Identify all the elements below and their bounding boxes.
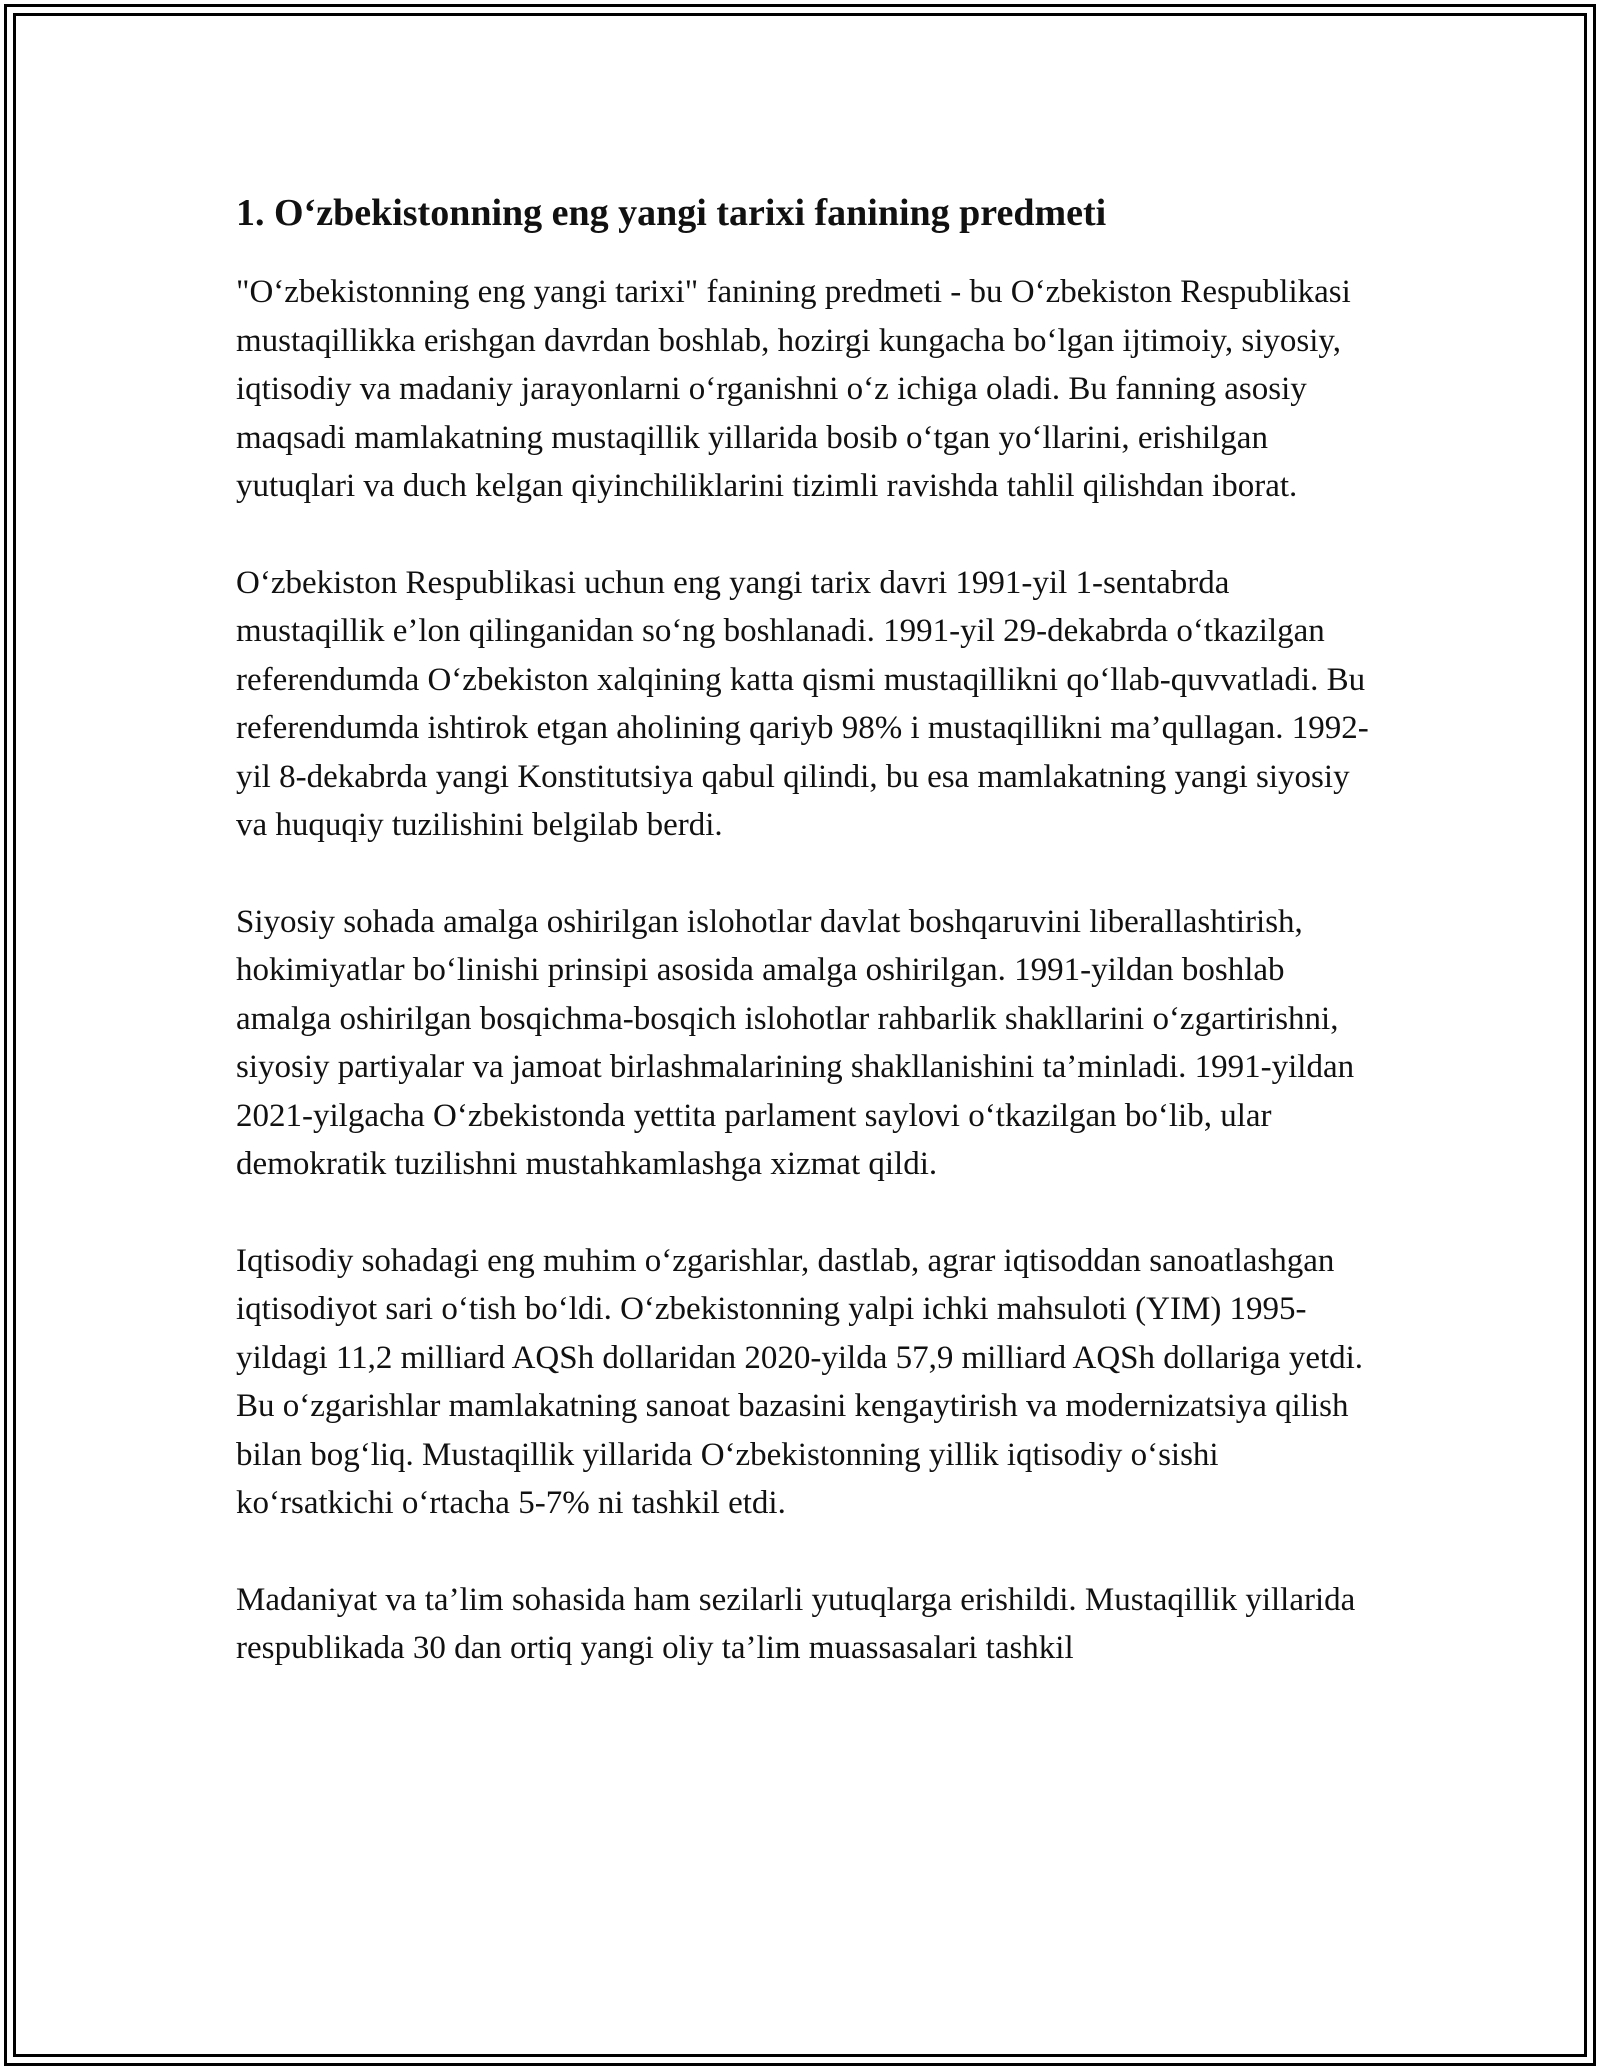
section-heading: 1. O‘zbekistonning eng yangi tarixi fanining predmeti xyxy=(236,192,1107,234)
document-body xyxy=(236,184,1376,1673)
paragraph-politics: Siyosiy sohada amalga oshirilgan islohotlar davlat boshqaruvini liberallashtirish, hokimiyatlar bo‘linishi prinsipi asosida amalga oshirilgan. 1991-yildan boshlab amalga oshirilgan bosqichma-bosqich islohotlar rahbarlik shakllarini o‘zgartirishni, siyosiy partiyalar va jamoat birlashmalarining shakllanishini ta’minladi. 1991-yildan 2021-yilgacha O‘zbekistonda yettita parlament saylovi o‘tkazilgan bo‘lib, ular demokratik tuzilishni mustahkamlashga xizmat qildi. xyxy=(236,903,1355,1182)
paragraph-subject: "O‘zbekistonning eng yangi tarixi" fanining predmeti - bu O‘zbekiston Respublikasi mustaqillikka erishgan davrdan boshlab, hozirgi kungacha bo‘lgan ijtimoiy, siyosiy, iqtisodiy va madaniy jarayonlarni o‘rganishni o‘z ichiga oladi. Bu fanning asosiy maqsadi mamlakatning mustaqillik yillarida bosib o‘tgan yo‘llarini, erishilgan yutuqlari va duch kelgan qiyinchiliklarini tizimli ravishda tahlil qilishdan iborat. xyxy=(236,274,1351,504)
paragraph-economy: Iqtisodiy sohadagi eng muhim o‘zgarishlar, dastlab, agrar iqtisoddan sanoatlashgan iqtisodiyot sari o‘tish bo‘ldi. O‘zbekistonning yalpi ichki mahsuloti (YIM) 1995-yildagi 11,2 milliard AQSh dollaridan 2020-yilda 57,9 milliard AQSh dollariga yetdi. Bu o‘zgarishlar mamlakatning sanoat bazasini kengaytirish va modernizatsiya qilish bilan bog‘liq. Mustaqillik yillarida O‘zbekistonning yillik iqtisodiy o‘sishi ko‘rsatkichi o‘rtacha 5-7% ni tashkil etdi. xyxy=(236,1242,1364,1521)
paragraph-culture: Madaniyat va ta’lim sohasida ham sezilarli yutuqlarga erishildi. Mustaqillik yillarida respublikada 30 dan ortiq yangi oliy ta’lim muassasalari tashkil xyxy=(236,1581,1356,1666)
paragraph-independence: O‘zbekiston Respublikasi uchun eng yangi tarix davri 1991-yil 1-sentabrda mustaqillik e’lon qilinganidan so‘ng boshlanadi. 1991-yil 29-dekabrda o‘tkazilgan referendumda O‘zbekiston xalqining katta qismi mustaqillikni qo‘llab-quvvatladi. Bu referendumda ishtirok etgan aholining qariyb 98% i mustaqillikni ma’qullagan. 1992-yil 8-dekabrda yangi Konstitutsiya qabul qilindi, bu esa mamlakatning yangi siyosiy va huquqiy tuzilishini belgilab berdi. xyxy=(236,564,1369,843)
